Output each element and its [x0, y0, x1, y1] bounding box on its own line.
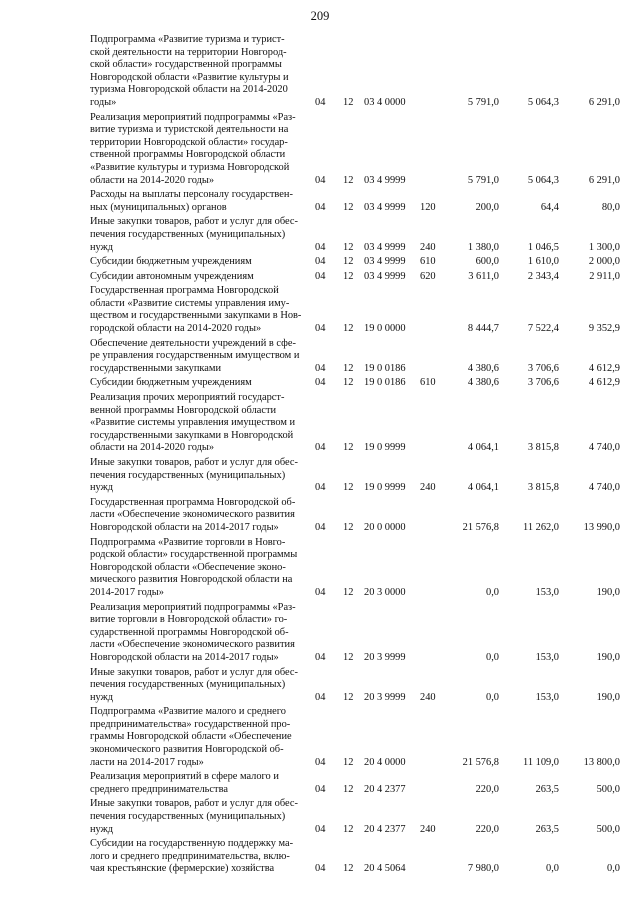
section-code: 04	[315, 756, 326, 768]
target-article-code: 03 4 9999	[364, 174, 406, 186]
section-code: 04	[315, 651, 326, 663]
table-row	[90, 838, 620, 876]
target-article-code: 19 0 0186	[364, 362, 406, 374]
description-line: Новгородской области на 2014-2017 годы»	[90, 651, 279, 663]
description-line: нужд	[90, 482, 114, 494]
description-line: Иные закупки товаров, работ и услуг для обес-	[90, 457, 298, 468]
subsection-code: 12	[343, 362, 354, 374]
row-values	[90, 587, 620, 600]
target-article-code: 19 0 9999	[364, 442, 406, 454]
subsection-code: 12	[343, 482, 354, 494]
section-code: 04	[315, 823, 326, 835]
target-article-code: 19 0 0000	[364, 323, 406, 335]
section-code: 04	[315, 586, 326, 598]
description-line: 2014-2017 годы»	[90, 586, 164, 598]
section-code: 04	[315, 201, 326, 213]
description-line: ласти на 2014-2017 годы»	[90, 756, 204, 768]
amount-year-2: 5 064,3	[527, 174, 559, 186]
expense-type-code: 240	[420, 691, 436, 703]
description-line: нужд	[90, 823, 114, 835]
amount-year-3: 500,0	[596, 823, 620, 835]
amount-year-1: 8 444,7	[467, 323, 499, 335]
section-code: 04	[315, 863, 326, 875]
description-line: ской области» государственной программы	[90, 59, 282, 71]
section-code: 04	[315, 783, 326, 795]
table-row	[90, 112, 620, 188]
table-row	[90, 271, 620, 284]
description-line: ской деятельности на территории Новгород-	[90, 46, 287, 58]
description-line: граммы Новгородской области «Обеспечение	[90, 731, 292, 743]
row-values	[90, 363, 620, 376]
table-row	[90, 338, 620, 376]
amount-year-3: 6 291,0	[588, 174, 620, 186]
amount-year-1: 4 064,1	[467, 442, 499, 454]
description-line: Обеспечение деятельности учреждений в сфе-	[90, 337, 296, 349]
subsection-code: 12	[343, 174, 354, 186]
table-row	[90, 497, 620, 535]
amount-year-1: 0,0	[486, 651, 499, 663]
row-values	[90, 482, 620, 495]
table-row	[90, 771, 620, 796]
description-line: Реализация прочих мероприятий государст-	[90, 392, 285, 404]
amount-year-1: 200,0	[475, 201, 499, 213]
amount-year-2: 7 522,4	[527, 323, 559, 335]
description-line: государственными закупками в Новгородской	[90, 429, 294, 441]
amount-year-3: 13 990,0	[583, 521, 620, 533]
table-row	[90, 706, 620, 769]
expense-type-code: 240	[420, 241, 436, 253]
description-line: Иные закупки товаров, работ и услуг для обес-	[90, 798, 298, 810]
row-values	[90, 242, 620, 255]
subsection-code: 12	[343, 377, 354, 389]
description-line: Новгородской области «Обеспечение эконо-	[90, 561, 286, 573]
description-line: сударственной программы Новгородской об-	[90, 626, 289, 638]
amount-year-2: 64,4	[540, 201, 559, 213]
subsection-code: 12	[343, 96, 354, 108]
target-article-code: 20 3 9999	[364, 651, 406, 663]
description-line: витие туризма и туристской деятельности на	[90, 124, 289, 136]
description-line: печения государственных (муниципальных)	[90, 469, 286, 481]
amount-year-1: 0,0	[486, 586, 499, 598]
description-line: ственной программы Новгородской области	[90, 149, 286, 161]
subsection-code: 12	[343, 442, 354, 454]
subsection-code: 12	[343, 823, 354, 835]
target-article-code: 03 4 9999	[364, 270, 406, 282]
description-line: Реализация мероприятий в сфере малого и	[90, 771, 279, 783]
subsection-code: 12	[343, 323, 354, 335]
amount-year-1: 4 064,1	[467, 482, 499, 494]
description-line: ных (муниципальных) органов	[90, 201, 227, 213]
description-line: витие торговли в Новгородской области» го-	[90, 614, 288, 626]
subsection-code: 12	[343, 783, 354, 795]
table-row	[90, 457, 620, 495]
target-article-code: 20 4 5064	[364, 863, 406, 875]
description-line: Расходы на выплаты персоналу государствен-	[90, 189, 293, 201]
description-line: Подпрограмма «Развитие туризма и турист-	[90, 34, 285, 45]
target-article-code: 03 4 9999	[364, 241, 406, 253]
target-article-code: 20 4 2377	[364, 783, 406, 795]
subsection-code: 12	[343, 256, 354, 268]
amount-year-1: 21 576,8	[462, 521, 499, 533]
subsection-code: 12	[343, 270, 354, 282]
description-line: области на 2014-2020 годы»	[90, 174, 215, 186]
expense-type-code: 620	[420, 270, 436, 282]
description-line: лого и среднего предпринимательства, вклю-	[90, 850, 290, 862]
description-line: туризма Новгородской области на 2014-2020	[90, 84, 288, 96]
amount-year-3: 0,0	[607, 863, 620, 875]
amount-year-1: 4 380,6	[467, 362, 499, 374]
description-line: Подпрограмма «Развитие малого и среднего	[90, 706, 286, 718]
target-article-code: 19 0 0186	[364, 377, 406, 389]
amount-year-2: 263,5	[535, 823, 559, 835]
description-line: Новгородской области «Развитие культуры и	[90, 71, 289, 83]
target-article-code: 20 4 0000	[364, 756, 406, 768]
amount-year-2: 3 815,8	[527, 482, 559, 494]
row-values	[90, 757, 620, 770]
amount-year-3: 9 352,9	[588, 323, 620, 335]
amount-year-1: 600,0	[475, 256, 499, 268]
table-row	[90, 667, 620, 705]
description-line: Реализация мероприятий подпрограммы «Раз-	[90, 601, 296, 613]
description-line: годы»	[90, 96, 117, 108]
description-line: среднего предпринимательства	[90, 783, 228, 795]
table-row	[90, 392, 620, 455]
table-row	[90, 256, 620, 269]
amount-year-2: 0,0	[546, 863, 559, 875]
amount-year-2: 3 815,8	[527, 442, 559, 454]
amount-year-3: 4 740,0	[588, 482, 620, 494]
description-line: Субсидии автономным учреждениям	[90, 270, 254, 282]
section-code: 04	[315, 323, 326, 335]
subsection-code: 12	[343, 586, 354, 598]
subsection-code: 12	[343, 756, 354, 768]
section-code: 04	[315, 256, 326, 268]
description-line: ществом и государственными закупками в Нов-	[90, 310, 302, 322]
target-article-code: 19 0 9999	[364, 482, 406, 494]
expense-type-code: 120	[420, 201, 436, 213]
amount-year-2: 11 262,0	[523, 521, 559, 533]
row-values	[90, 784, 620, 797]
amount-year-3: 80,0	[601, 201, 620, 213]
amount-year-3: 13 800,0	[583, 756, 620, 768]
section-code: 04	[315, 377, 326, 389]
amount-year-1: 4 380,6	[467, 377, 499, 389]
amount-year-3: 500,0	[596, 783, 620, 795]
amount-year-1: 5 791,0	[467, 96, 499, 108]
row-values	[90, 271, 620, 284]
subsection-code: 12	[343, 863, 354, 875]
target-article-code: 03 4 9999	[364, 256, 406, 268]
description-line: территории Новгородской области» государ-	[90, 136, 288, 148]
description-line: Государственная программа Новгородской	[90, 285, 279, 297]
description-line: Субсидии на государственную поддержку ма-	[90, 838, 294, 850]
amount-year-2: 1 046,5	[527, 241, 559, 253]
section-code: 04	[315, 241, 326, 253]
section-code: 04	[315, 482, 326, 494]
amount-year-1: 5 791,0	[467, 174, 499, 186]
amount-year-3: 4 612,9	[588, 362, 620, 374]
row-values	[90, 442, 620, 455]
row-values	[90, 863, 620, 876]
description-line: ласти «Обеспечение экономического развития	[90, 639, 295, 651]
description-line: Подпрограмма «Развитие торговли в Новго-	[90, 536, 286, 548]
table-row	[90, 285, 620, 335]
subsection-code: 12	[343, 201, 354, 213]
expense-type-code: 240	[420, 823, 436, 835]
description-line: Иные закупки товаров, работ и услуг для обес-	[90, 666, 298, 678]
budget-table	[90, 34, 620, 878]
row-values	[90, 323, 620, 336]
amount-year-3: 4 740,0	[588, 442, 620, 454]
amount-year-1: 1 380,0	[467, 241, 499, 253]
target-article-code: 03 4 9999	[364, 201, 406, 213]
description-line: области «Развитие системы управления иму-	[90, 297, 290, 309]
table-row	[90, 34, 620, 110]
description-line: чая крестьянские (фермерские) хозяйства	[90, 863, 275, 875]
amount-year-1: 0,0	[486, 691, 499, 703]
row-values	[90, 175, 620, 188]
description-line: Новгородской области на 2014-2017 годы»	[90, 521, 279, 533]
description-line: Государственная программа Новгородской об-	[90, 496, 296, 508]
subsection-code: 12	[343, 651, 354, 663]
table-row	[90, 216, 620, 254]
row-values	[90, 377, 620, 390]
description-line: родской области» государственной программы	[90, 549, 298, 561]
amount-year-3: 4 612,9	[588, 377, 620, 389]
amount-year-2: 11 109,0	[523, 756, 559, 768]
description-line: нужд	[90, 691, 114, 703]
expense-type-code: 610	[420, 377, 436, 389]
target-article-code: 20 3 9999	[364, 691, 406, 703]
table-row	[90, 377, 620, 390]
table-row	[90, 602, 620, 665]
row-values	[90, 97, 620, 110]
table-row	[90, 798, 620, 836]
description-line: Иные закупки товаров, работ и услуг для обес-	[90, 216, 298, 228]
amount-year-2: 1 610,0	[527, 256, 559, 268]
row-values	[90, 256, 620, 269]
target-article-code: 03 4 0000	[364, 96, 406, 108]
description-line: «Развитие культуры и туризма Новгородской	[90, 161, 290, 173]
amount-year-1: 220,0	[475, 823, 499, 835]
subsection-code: 12	[343, 521, 354, 533]
amount-year-2: 3 706,6	[527, 362, 559, 374]
amount-year-3: 190,0	[596, 586, 620, 598]
amount-year-2: 2 343,4	[527, 270, 559, 282]
description-line: Субсидии бюджетным учреждениям	[90, 256, 252, 268]
row-values	[90, 824, 620, 837]
amount-year-3: 2 911,0	[589, 270, 620, 282]
section-code: 04	[315, 270, 326, 282]
section-code: 04	[315, 362, 326, 374]
description-line: Субсидии бюджетным учреждениям	[90, 377, 252, 389]
subsection-code: 12	[343, 241, 354, 253]
amount-year-1: 7 980,0	[467, 863, 499, 875]
target-article-code: 20 0 0000	[364, 521, 406, 533]
expense-type-code: 240	[420, 482, 436, 494]
description-line: «Развитие системы управления имуществом и	[90, 417, 296, 429]
section-code: 04	[315, 174, 326, 186]
description-line: области на 2014-2020 годы»	[90, 442, 215, 454]
row-values	[90, 202, 620, 215]
description-line: ре управления государственным имуществом и	[90, 350, 300, 362]
page-number: 209	[310, 9, 330, 23]
amount-year-1: 3 611,0	[468, 270, 499, 282]
table-row	[90, 189, 620, 214]
description-line: государственными закупками	[90, 362, 222, 374]
amount-year-2: 153,0	[535, 586, 559, 598]
description-line: венной программы Новгородской области	[90, 404, 277, 416]
section-code: 04	[315, 96, 326, 108]
row-values	[90, 692, 620, 705]
row-values	[90, 652, 620, 665]
description-line: мического развития Новгородской области на	[90, 574, 293, 586]
target-article-code: 20 3 0000	[364, 586, 406, 598]
amount-year-2: 153,0	[535, 651, 559, 663]
amount-year-3: 6 291,0	[588, 96, 620, 108]
amount-year-2: 263,5	[535, 783, 559, 795]
description-line: предпринимательства» государственной про-	[90, 718, 291, 730]
description-line: городской области на 2014-2020 годы»	[90, 323, 262, 335]
amount-year-2: 153,0	[535, 691, 559, 703]
amount-year-2: 3 706,6	[527, 377, 559, 389]
amount-year-2: 5 064,3	[527, 96, 559, 108]
section-code: 04	[315, 691, 326, 703]
amount-year-3: 190,0	[596, 651, 620, 663]
section-code: 04	[315, 521, 326, 533]
description-line: Реализация мероприятий подпрограммы «Раз-	[90, 111, 296, 123]
description-line: печения государственных (муниципальных)	[90, 811, 286, 823]
subsection-code: 12	[343, 691, 354, 703]
amount-year-3: 1 300,0	[588, 241, 620, 253]
expense-type-code: 610	[420, 256, 436, 268]
description-line: печения государственных (муниципальных)	[90, 679, 286, 691]
amount-year-3: 190,0	[596, 691, 620, 703]
amount-year-3: 2 000,0	[588, 256, 620, 268]
description-line: экономического развития Новгородской об-	[90, 744, 284, 756]
table-row	[90, 537, 620, 600]
row-values	[90, 522, 620, 535]
target-article-code: 20 4 2377	[364, 823, 406, 835]
section-code: 04	[315, 442, 326, 454]
amount-year-1: 220,0	[475, 783, 499, 795]
description-line: нужд	[90, 241, 114, 253]
description-line: ласти «Обеспечение экономического развития	[90, 509, 295, 521]
description-line: печения государственных (муниципальных)	[90, 228, 286, 240]
amount-year-1: 21 576,8	[462, 756, 499, 768]
